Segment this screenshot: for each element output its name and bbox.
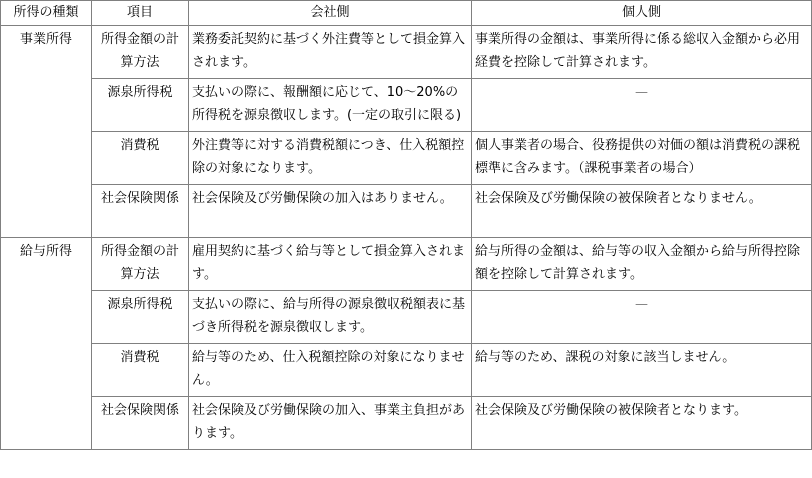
table-row (1, 397, 812, 450)
table-row (1, 238, 812, 291)
individual-cell: 個人事業者の場合、役務提供の対価の額は消費税の課税標準に含みます。（課税事業者の場合） (472, 132, 812, 185)
row-item-label: 社会保険関係 (92, 397, 189, 450)
company-cell: 雇用契約に基づく給与等として損金算入されます。 (189, 238, 472, 291)
category-business-income: 事業所得 (1, 26, 92, 238)
header-company: 会社側 (189, 1, 472, 26)
individual-cell: 事業所得の金額は、事業所得に係る総収入金額から必用経費を控除して計算されます。 (472, 26, 812, 79)
company-cell: 外注費等に対する消費税額につき、仕入税額控除の対象になります。 (189, 132, 472, 185)
row-item-label: 所得金額の計算方法 (92, 238, 189, 291)
row-item-label: 源泉所得税 (92, 79, 189, 132)
individual-cell: 給与等のため、課税の対象に該当しません。 (472, 344, 812, 397)
row-item-label: 所得金額の計算方法 (92, 26, 189, 79)
individual-cell: 給与所得の金額は、給与等の収入金額から給与所得控除額を控除して計算されます。 (472, 238, 812, 291)
individual-cell-empty: — (472, 291, 812, 344)
company-cell: 給与等のため、仕入税額控除の対象になりません。 (189, 344, 472, 397)
table-row (1, 79, 812, 132)
company-cell: 業務委託契約に基づく外注費等として損金算入されます。 (189, 26, 472, 79)
header-item: 項目 (92, 1, 189, 26)
header-individual: 個人側 (472, 1, 812, 26)
company-cell: 支払いの際に、報酬額に応じて、10～20%の所得税を源泉徴収します。(一定の取引に限る) (189, 79, 472, 132)
table-row (1, 344, 812, 397)
row-item-label: 源泉所得税 (92, 291, 189, 344)
row-item-label: 社会保険関係 (92, 185, 189, 238)
table-row (1, 26, 812, 79)
individual-cell-empty: — (472, 79, 812, 132)
individual-cell: 社会保険及び労働保険の被保険者となります。 (472, 397, 812, 450)
row-item-label: 消費税 (92, 132, 189, 185)
table-row (1, 132, 812, 185)
table-row (1, 291, 812, 344)
individual-cell: 社会保険及び労働保険の被保険者となりません。 (472, 185, 812, 238)
company-cell: 社会保険及び労働保険の加入、事業主負担があります。 (189, 397, 472, 450)
company-cell: 社会保険及び労働保険の加入はありません。 (189, 185, 472, 238)
category-salary-income: 給与所得 (1, 238, 92, 450)
table-row (1, 185, 812, 238)
company-cell: 支払いの際に、給与所得の源泉徴収税額表に基づき所得税を源泉徴収します。 (189, 291, 472, 344)
header-row (1, 1, 812, 26)
row-item-label: 消費税 (92, 344, 189, 397)
header-income-type: 所得の種類 (1, 1, 92, 26)
